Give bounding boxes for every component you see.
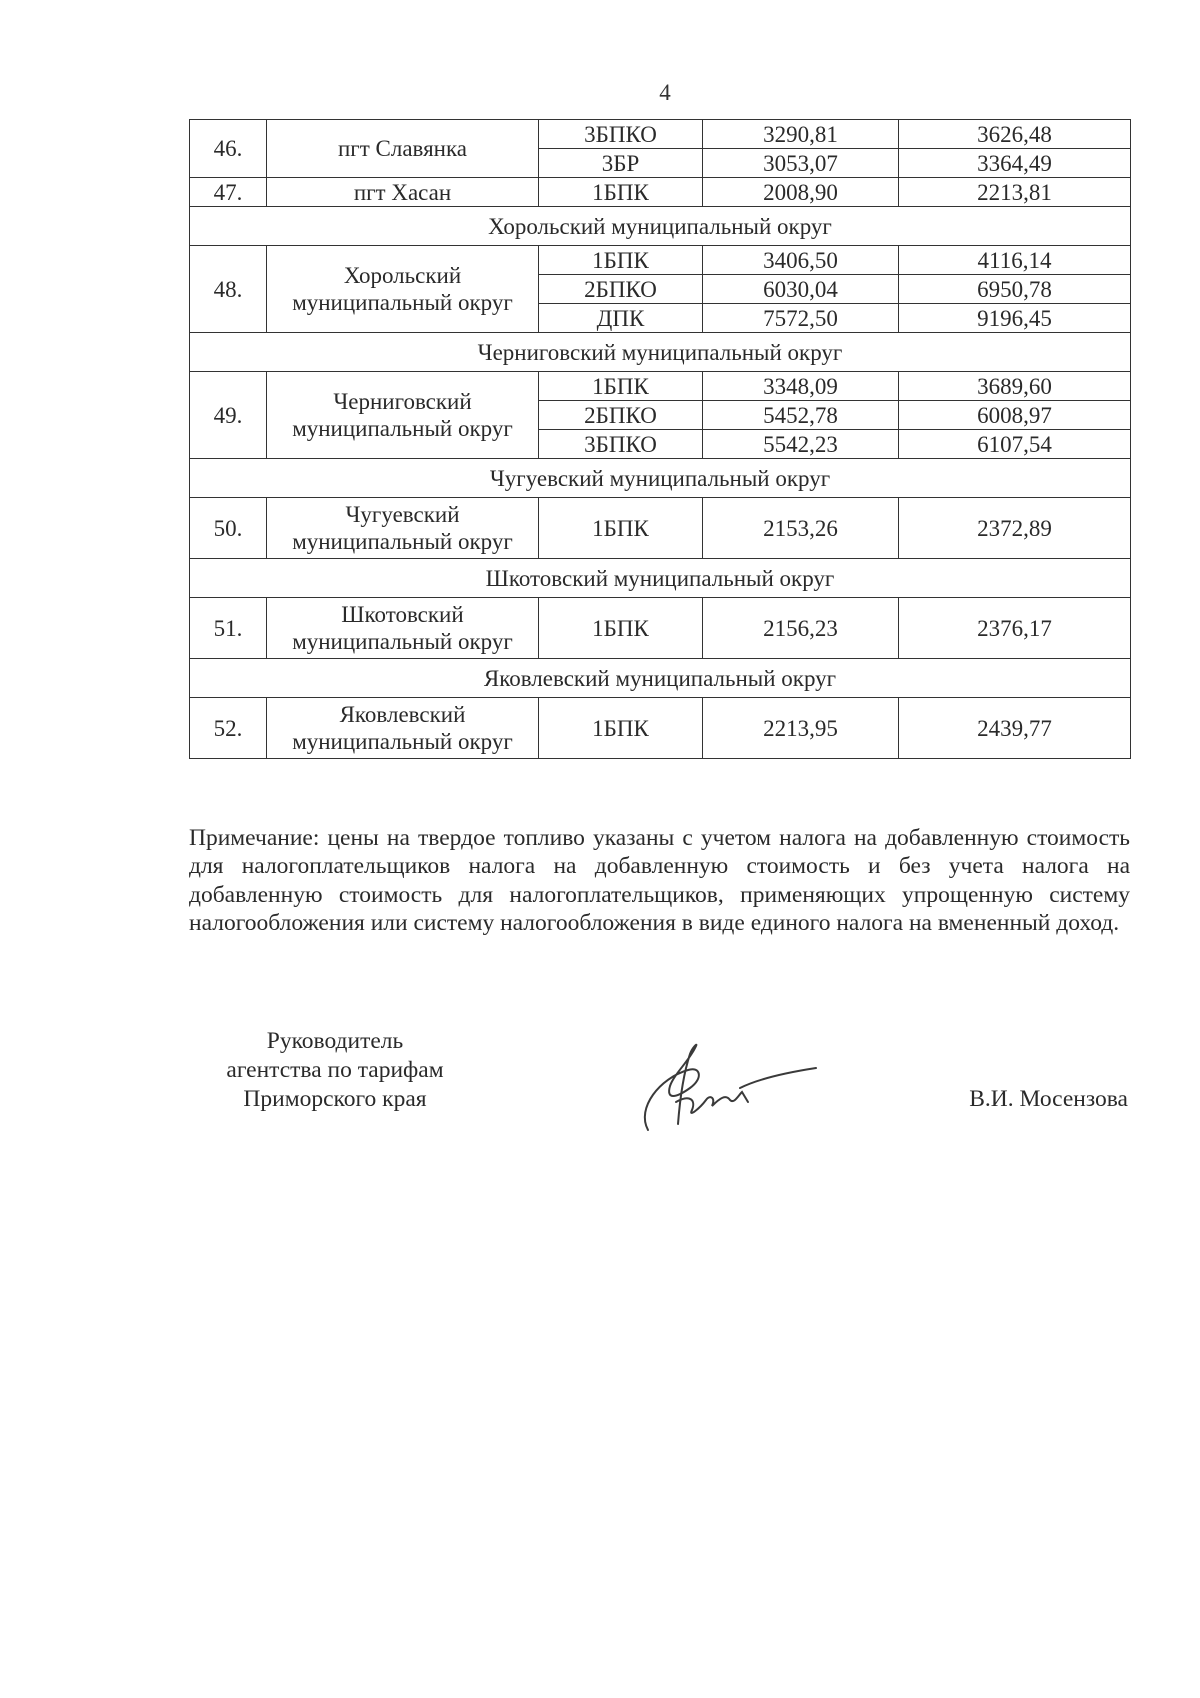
section-row [190,459,1131,498]
fuel-code: 1БПК [539,246,703,275]
location-name [267,598,539,659]
section-title: Шкотовский муниципальный округ [190,559,1131,598]
section-row [190,333,1131,372]
footnote: Примечание: цены на твердое топливо указаны с учетом налога на добавленную стоимость для налогоплательщиков налога на добавленную стоимость и без учета налога на добавленную стоимость для налогоплательщиков, применяющих упрощенную систему налогообложения или систему налогообложения в виде единого налога на вмененный доход. [189,824,1130,936]
fuel-code: 1БПК [539,178,703,207]
section-title: Яковлевский муниципальный округ [190,659,1131,698]
fuel-code: 1БПК [539,498,703,559]
price-with-vat: 2372,89 [899,498,1131,559]
price-without-vat: 3406,50 [703,246,899,275]
fuel-code: 1БПК [539,372,703,401]
fuel-code: 2БПКО [539,275,703,304]
table-row [190,598,1131,659]
location-line: муниципальный округ [292,529,513,554]
row-number: 49. [190,372,267,459]
row-number: 48. [190,246,267,333]
location-line: муниципальный округ [292,729,513,754]
section-title: Чугуевский муниципальный округ [190,459,1131,498]
price-with-vat: 2213,81 [899,178,1131,207]
location-name [267,246,539,333]
signer-name: В.И. Мосензова [969,1086,1128,1112]
page-number: 4 [659,80,671,105]
table-row [190,120,1131,149]
location-name: пгт Хасан [267,178,539,207]
price-with-vat: 4116,14 [899,246,1131,275]
section-row [190,659,1131,698]
price-without-vat: 5542,23 [703,430,899,459]
fuel-code: 3БПКО [539,120,703,149]
price-without-vat: 5452,78 [703,401,899,430]
price-with-vat: 3364,49 [899,149,1131,178]
section-row [190,207,1131,246]
handwritten-signature [630,1038,820,1138]
fuel-code: 3БПКО [539,430,703,459]
table-row [190,498,1131,559]
signatory-title-line: Руководитель [266,1028,404,1054]
fuel-code: 2БПКО [539,401,703,430]
row-number: 46. [190,120,267,178]
signatory-title-line: Приморского края [243,1086,427,1112]
price-with-vat: 3626,48 [899,120,1131,149]
signatory-title-line: агентства по тарифам [226,1057,444,1083]
section-title: Черниговский муниципальный округ [190,333,1131,372]
price-without-vat: 2213,95 [703,698,899,759]
price-without-vat: 6030,04 [703,275,899,304]
price-with-vat: 9196,45 [899,304,1131,333]
table-row [190,698,1131,759]
row-number: 50. [190,498,267,559]
location-name [267,498,539,559]
location-line: Чугуевский [345,502,460,527]
price-with-vat: 6107,54 [899,430,1131,459]
price-without-vat: 2153,26 [703,498,899,559]
table-row [190,246,1131,275]
location-line: Хорольский [343,263,462,288]
price-without-vat: 3290,81 [703,120,899,149]
fuel-code: 1БПК [539,698,703,759]
price-with-vat: 2439,77 [899,698,1131,759]
location-line: муниципальный округ [292,290,513,315]
table-row [190,372,1131,401]
location-line: Черниговский [333,389,472,414]
row-number: 52. [190,698,267,759]
location-name: пгт Славянка [267,120,539,178]
row-number: 51. [190,598,267,659]
fuel-price-table [189,119,1131,759]
location-name [267,698,539,759]
signatory-title [185,1027,485,1114]
price-without-vat: 2156,23 [703,598,899,659]
row-number: 47. [190,178,267,207]
location-line: Шкотовский [341,602,464,627]
price-without-vat: 2008,90 [703,178,899,207]
price-with-vat: 6950,78 [899,275,1131,304]
price-without-vat: 3348,09 [703,372,899,401]
price-with-vat: 3689,60 [899,372,1131,401]
price-without-vat: 3053,07 [703,149,899,178]
price-without-vat: 7572,50 [703,304,899,333]
location-line: муниципальный округ [292,416,513,441]
fuel-code: 3БР [539,149,703,178]
location-name [267,372,539,459]
fuel-code: ДПК [539,304,703,333]
price-with-vat: 6008,97 [899,401,1131,430]
location-line: Яковлевский [339,702,466,727]
fuel-code: 1БПК [539,598,703,659]
section-row [190,559,1131,598]
price-with-vat: 2376,17 [899,598,1131,659]
section-title: Хорольский муниципальный округ [190,207,1131,246]
location-line: муниципальный округ [292,629,513,654]
table-row [190,178,1131,207]
